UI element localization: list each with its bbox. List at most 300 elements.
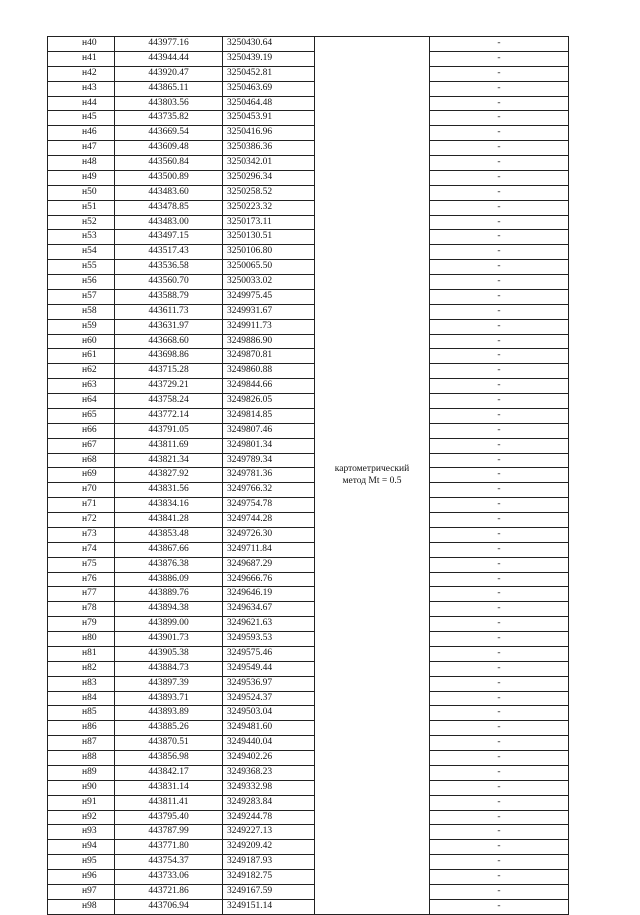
table-row <box>48 498 569 513</box>
description-cell: - <box>430 498 569 513</box>
y-coordinate-cell: 3249826.05 <box>223 394 315 409</box>
table-row <box>48 453 569 468</box>
description-cell: - <box>430 111 569 126</box>
y-coordinate-cell: 3249182.75 <box>223 870 315 885</box>
point-id-cell: н70 <box>48 483 115 498</box>
table-row <box>48 825 569 840</box>
table-row <box>48 349 569 364</box>
description-cell: - <box>430 51 569 66</box>
point-id-cell: н91 <box>48 795 115 810</box>
description-cell: - <box>430 260 569 275</box>
description-cell: - <box>430 780 569 795</box>
table-row <box>48 542 569 557</box>
point-id-cell: н88 <box>48 751 115 766</box>
y-coordinate-cell: 3250430.64 <box>223 37 315 52</box>
y-coordinate-cell: 3249844.66 <box>223 379 315 394</box>
description-cell: - <box>430 423 569 438</box>
description-cell: - <box>430 170 569 185</box>
y-coordinate-cell: 3249151.14 <box>223 899 315 914</box>
x-coordinate-cell: 443735.82 <box>115 111 223 126</box>
point-id-cell: н75 <box>48 557 115 572</box>
x-coordinate-cell: 443668.60 <box>115 334 223 349</box>
point-id-cell: н79 <box>48 617 115 632</box>
y-coordinate-cell: 3249931.67 <box>223 304 315 319</box>
x-coordinate-cell: 443870.51 <box>115 736 223 751</box>
y-coordinate-cell: 3249227.13 <box>223 825 315 840</box>
x-coordinate-cell: 443500.89 <box>115 170 223 185</box>
point-id-cell: н55 <box>48 260 115 275</box>
point-id-cell: н45 <box>48 111 115 126</box>
point-id-cell: н81 <box>48 646 115 661</box>
table-row <box>48 275 569 290</box>
description-cell: - <box>430 349 569 364</box>
x-coordinate-cell: 443811.69 <box>115 438 223 453</box>
table-row <box>48 141 569 156</box>
x-coordinate-cell: 443905.38 <box>115 646 223 661</box>
description-cell: - <box>430 795 569 810</box>
x-coordinate-cell: 443536.58 <box>115 260 223 275</box>
x-coordinate-cell: 443920.47 <box>115 66 223 81</box>
y-coordinate-cell: 3249911.73 <box>223 319 315 334</box>
point-id-cell: н64 <box>48 394 115 409</box>
description-cell: - <box>430 200 569 215</box>
x-coordinate-cell: 443894.38 <box>115 602 223 617</box>
y-coordinate-cell: 3250065.50 <box>223 260 315 275</box>
x-coordinate-cell: 443483.60 <box>115 185 223 200</box>
point-id-cell: н98 <box>48 899 115 914</box>
y-coordinate-cell: 3249402.26 <box>223 751 315 766</box>
point-id-cell: н47 <box>48 141 115 156</box>
y-coordinate-cell: 3249524.37 <box>223 691 315 706</box>
point-id-cell: н80 <box>48 632 115 647</box>
x-coordinate-cell: 443831.14 <box>115 780 223 795</box>
y-coordinate-cell: 3250223.32 <box>223 200 315 215</box>
table-row <box>48 676 569 691</box>
y-coordinate-cell: 3249666.76 <box>223 572 315 587</box>
x-coordinate-cell: 443754.37 <box>115 855 223 870</box>
x-coordinate-cell: 443669.54 <box>115 126 223 141</box>
x-coordinate-cell: 443733.06 <box>115 870 223 885</box>
point-id-cell: н86 <box>48 721 115 736</box>
description-cell: - <box>430 126 569 141</box>
point-id-cell: н77 <box>48 587 115 602</box>
x-coordinate-cell: 443729.21 <box>115 379 223 394</box>
point-id-cell: н69 <box>48 468 115 483</box>
description-cell: - <box>430 275 569 290</box>
x-coordinate-cell: 443706.94 <box>115 899 223 914</box>
x-coordinate-cell: 443483.00 <box>115 215 223 230</box>
description-cell: - <box>430 765 569 780</box>
point-id-cell: н65 <box>48 408 115 423</box>
table-row <box>48 751 569 766</box>
x-coordinate-cell: 443841.28 <box>115 513 223 528</box>
method-cell <box>315 37 430 915</box>
description-cell: - <box>430 810 569 825</box>
point-id-cell: н51 <box>48 200 115 215</box>
description-cell: - <box>430 37 569 52</box>
description-cell: - <box>430 319 569 334</box>
y-coordinate-cell: 3249789.34 <box>223 453 315 468</box>
description-cell: - <box>430 483 569 498</box>
point-id-cell: н43 <box>48 81 115 96</box>
point-id-cell: н67 <box>48 438 115 453</box>
x-coordinate-cell: 443517.43 <box>115 245 223 260</box>
x-coordinate-cell: 443865.11 <box>115 81 223 96</box>
point-id-cell: н72 <box>48 513 115 528</box>
point-id-cell: н41 <box>48 51 115 66</box>
y-coordinate-cell: 3249332.98 <box>223 780 315 795</box>
description-cell: - <box>430 245 569 260</box>
x-coordinate-cell: 443715.28 <box>115 364 223 379</box>
x-coordinate-cell: 443901.73 <box>115 632 223 647</box>
coordinates-table <box>47 36 569 915</box>
table-row <box>48 795 569 810</box>
table-row <box>48 185 569 200</box>
table-row <box>48 661 569 676</box>
y-coordinate-cell: 3249886.90 <box>223 334 315 349</box>
description-cell: - <box>430 557 569 572</box>
point-id-cell: н94 <box>48 840 115 855</box>
x-coordinate-cell: 443853.48 <box>115 527 223 542</box>
x-coordinate-cell: 443884.73 <box>115 661 223 676</box>
point-id-cell: н52 <box>48 215 115 230</box>
y-coordinate-cell: 3250386.36 <box>223 141 315 156</box>
y-coordinate-cell: 3250416.96 <box>223 126 315 141</box>
x-coordinate-cell: 443609.48 <box>115 141 223 156</box>
y-coordinate-cell: 3249754.78 <box>223 498 315 513</box>
table-row <box>48 765 569 780</box>
x-coordinate-cell: 443899.00 <box>115 617 223 632</box>
x-coordinate-cell: 443721.86 <box>115 884 223 899</box>
point-id-cell: н57 <box>48 289 115 304</box>
y-coordinate-cell: 3249187.93 <box>223 855 315 870</box>
y-coordinate-cell: 3250463.69 <box>223 81 315 96</box>
point-id-cell: н76 <box>48 572 115 587</box>
point-id-cell: н97 <box>48 884 115 899</box>
x-coordinate-cell: 443698.86 <box>115 349 223 364</box>
point-id-cell: н50 <box>48 185 115 200</box>
table-row <box>48 245 569 260</box>
description-cell: - <box>430 66 569 81</box>
description-cell: - <box>430 825 569 840</box>
description-cell: - <box>430 706 569 721</box>
description-cell: - <box>430 215 569 230</box>
table-row <box>48 215 569 230</box>
y-coordinate-cell: 3249781.36 <box>223 468 315 483</box>
description-cell: - <box>430 632 569 647</box>
coordinates-table-page <box>47 36 568 915</box>
table-row <box>48 810 569 825</box>
point-id-cell: н84 <box>48 691 115 706</box>
x-coordinate-cell: 443821.34 <box>115 453 223 468</box>
description-cell: - <box>430 527 569 542</box>
point-id-cell: н59 <box>48 319 115 334</box>
description-cell: - <box>430 721 569 736</box>
y-coordinate-cell: 3249814.85 <box>223 408 315 423</box>
description-cell: - <box>430 289 569 304</box>
table-row <box>48 289 569 304</box>
table-row <box>48 96 569 111</box>
table-row <box>48 379 569 394</box>
point-id-cell: н85 <box>48 706 115 721</box>
table-row <box>48 602 569 617</box>
x-coordinate-cell: 443771.80 <box>115 840 223 855</box>
point-id-cell: н56 <box>48 275 115 290</box>
x-coordinate-cell: 443588.79 <box>115 289 223 304</box>
point-id-cell: н53 <box>48 230 115 245</box>
point-id-cell: н78 <box>48 602 115 617</box>
table-row <box>48 408 569 423</box>
table-row <box>48 572 569 587</box>
table-row <box>48 840 569 855</box>
y-coordinate-cell: 3250033.02 <box>223 275 315 290</box>
description-cell: - <box>430 840 569 855</box>
description-cell: - <box>430 884 569 899</box>
x-coordinate-cell: 443834.16 <box>115 498 223 513</box>
x-coordinate-cell: 443856.98 <box>115 751 223 766</box>
point-id-cell: н54 <box>48 245 115 260</box>
y-coordinate-cell: 3249209.42 <box>223 840 315 855</box>
x-coordinate-cell: 443944.44 <box>115 51 223 66</box>
point-id-cell: н62 <box>48 364 115 379</box>
x-coordinate-cell: 443803.56 <box>115 96 223 111</box>
x-coordinate-cell: 443827.92 <box>115 468 223 483</box>
y-coordinate-cell: 3249687.29 <box>223 557 315 572</box>
y-coordinate-cell: 3249744.28 <box>223 513 315 528</box>
table-row <box>48 200 569 215</box>
y-coordinate-cell: 3250452.81 <box>223 66 315 81</box>
table-row <box>48 334 569 349</box>
point-id-cell: н66 <box>48 423 115 438</box>
table-row <box>48 319 569 334</box>
point-id-cell: н42 <box>48 66 115 81</box>
y-coordinate-cell: 3249726.30 <box>223 527 315 542</box>
x-coordinate-cell: 443497.15 <box>115 230 223 245</box>
point-id-cell: н58 <box>48 304 115 319</box>
y-coordinate-cell: 3249870.81 <box>223 349 315 364</box>
description-cell: - <box>430 617 569 632</box>
point-id-cell: н73 <box>48 527 115 542</box>
x-coordinate-cell: 443893.89 <box>115 706 223 721</box>
point-id-cell: н83 <box>48 676 115 691</box>
description-cell: - <box>430 408 569 423</box>
description-cell: - <box>430 587 569 602</box>
description-cell: - <box>430 364 569 379</box>
y-coordinate-cell: 3249975.45 <box>223 289 315 304</box>
table-row <box>48 513 569 528</box>
y-coordinate-cell: 3250464.48 <box>223 96 315 111</box>
point-id-cell: н96 <box>48 870 115 885</box>
table-row <box>48 111 569 126</box>
description-cell: - <box>430 156 569 171</box>
y-coordinate-cell: 3249244.78 <box>223 810 315 825</box>
table-row <box>48 37 569 52</box>
y-coordinate-cell: 3249711.84 <box>223 542 315 557</box>
coordinates-table-body <box>48 37 569 915</box>
method-accuracy: метод Mt = 0.5 <box>342 476 402 487</box>
description-cell: - <box>430 899 569 914</box>
table-row <box>48 230 569 245</box>
description-cell: - <box>430 602 569 617</box>
table-row <box>48 646 569 661</box>
point-id-cell: н48 <box>48 156 115 171</box>
x-coordinate-cell: 443478.85 <box>115 200 223 215</box>
table-row <box>48 736 569 751</box>
x-coordinate-cell: 443897.39 <box>115 676 223 691</box>
description-cell: - <box>430 453 569 468</box>
description-cell: - <box>430 542 569 557</box>
y-coordinate-cell: 3249646.19 <box>223 587 315 602</box>
y-coordinate-cell: 3249634.67 <box>223 602 315 617</box>
x-coordinate-cell: 443886.09 <box>115 572 223 587</box>
y-coordinate-cell: 3249536.97 <box>223 676 315 691</box>
x-coordinate-cell: 443876.38 <box>115 557 223 572</box>
x-coordinate-cell: 443867.66 <box>115 542 223 557</box>
table-row <box>48 780 569 795</box>
point-id-cell: н87 <box>48 736 115 751</box>
point-id-cell: н46 <box>48 126 115 141</box>
table-row <box>48 855 569 870</box>
description-cell: - <box>430 379 569 394</box>
description-cell: - <box>430 513 569 528</box>
point-id-cell: н90 <box>48 780 115 795</box>
table-row <box>48 870 569 885</box>
y-coordinate-cell: 3250173.11 <box>223 215 315 230</box>
description-cell: - <box>430 751 569 766</box>
y-coordinate-cell: 3250342.01 <box>223 156 315 171</box>
table-row <box>48 170 569 185</box>
y-coordinate-cell: 3249860.88 <box>223 364 315 379</box>
y-coordinate-cell: 3249167.59 <box>223 884 315 899</box>
method-name: картометрический <box>334 464 410 475</box>
description-cell: - <box>430 661 569 676</box>
point-id-cell: н92 <box>48 810 115 825</box>
y-coordinate-cell: 3249440.04 <box>223 736 315 751</box>
description-cell: - <box>430 96 569 111</box>
y-coordinate-cell: 3249801.34 <box>223 438 315 453</box>
table-row <box>48 364 569 379</box>
y-coordinate-cell: 3249503.04 <box>223 706 315 721</box>
table-row <box>48 483 569 498</box>
point-id-cell: н95 <box>48 855 115 870</box>
point-id-cell: н74 <box>48 542 115 557</box>
table-row <box>48 468 569 483</box>
table-row <box>48 156 569 171</box>
y-coordinate-cell: 3249549.44 <box>223 661 315 676</box>
table-row <box>48 884 569 899</box>
y-coordinate-cell: 3250106.80 <box>223 245 315 260</box>
point-id-cell: н61 <box>48 349 115 364</box>
x-coordinate-cell: 443791.05 <box>115 423 223 438</box>
x-coordinate-cell: 443977.16 <box>115 37 223 52</box>
point-id-cell: н93 <box>48 825 115 840</box>
x-coordinate-cell: 443560.70 <box>115 275 223 290</box>
table-row <box>48 438 569 453</box>
point-id-cell: н44 <box>48 96 115 111</box>
y-coordinate-cell: 3249621.63 <box>223 617 315 632</box>
table-row <box>48 587 569 602</box>
x-coordinate-cell: 443787.99 <box>115 825 223 840</box>
x-coordinate-cell: 443885.26 <box>115 721 223 736</box>
table-row <box>48 394 569 409</box>
point-id-cell: н82 <box>48 661 115 676</box>
table-row <box>48 527 569 542</box>
x-coordinate-cell: 443611.73 <box>115 304 223 319</box>
y-coordinate-cell: 3249575.46 <box>223 646 315 661</box>
description-cell: - <box>430 394 569 409</box>
description-cell: - <box>430 81 569 96</box>
table-row <box>48 304 569 319</box>
y-coordinate-cell: 3250258.52 <box>223 185 315 200</box>
x-coordinate-cell: 443811.41 <box>115 795 223 810</box>
point-id-cell: н60 <box>48 334 115 349</box>
description-cell: - <box>430 855 569 870</box>
x-coordinate-cell: 443795.40 <box>115 810 223 825</box>
point-id-cell: н68 <box>48 453 115 468</box>
point-id-cell: н63 <box>48 379 115 394</box>
y-coordinate-cell: 3250296.34 <box>223 170 315 185</box>
point-id-cell: н89 <box>48 765 115 780</box>
description-cell: - <box>430 304 569 319</box>
x-coordinate-cell: 443560.84 <box>115 156 223 171</box>
point-id-cell: н40 <box>48 37 115 52</box>
y-coordinate-cell: 3249368.23 <box>223 765 315 780</box>
description-cell: - <box>430 468 569 483</box>
description-cell: - <box>430 691 569 706</box>
table-row <box>48 617 569 632</box>
description-cell: - <box>430 141 569 156</box>
table-row <box>48 706 569 721</box>
table-row <box>48 66 569 81</box>
y-coordinate-cell: 3249481.60 <box>223 721 315 736</box>
description-cell: - <box>430 334 569 349</box>
y-coordinate-cell: 3250130.51 <box>223 230 315 245</box>
point-id-cell: н49 <box>48 170 115 185</box>
description-cell: - <box>430 438 569 453</box>
y-coordinate-cell: 3250453.91 <box>223 111 315 126</box>
table-row <box>48 260 569 275</box>
table-row <box>48 557 569 572</box>
description-cell: - <box>430 185 569 200</box>
table-row <box>48 81 569 96</box>
x-coordinate-cell: 443831.56 <box>115 483 223 498</box>
x-coordinate-cell: 443772.14 <box>115 408 223 423</box>
x-coordinate-cell: 443758.24 <box>115 394 223 409</box>
y-coordinate-cell: 3250439.19 <box>223 51 315 66</box>
y-coordinate-cell: 3249283.84 <box>223 795 315 810</box>
description-cell: - <box>430 572 569 587</box>
description-cell: - <box>430 646 569 661</box>
table-row <box>48 721 569 736</box>
description-cell: - <box>430 230 569 245</box>
x-coordinate-cell: 443889.76 <box>115 587 223 602</box>
x-coordinate-cell: 443893.71 <box>115 691 223 706</box>
table-row <box>48 899 569 914</box>
table-row <box>48 51 569 66</box>
table-row <box>48 632 569 647</box>
description-cell: - <box>430 870 569 885</box>
table-row <box>48 126 569 141</box>
y-coordinate-cell: 3249807.46 <box>223 423 315 438</box>
y-coordinate-cell: 3249766.32 <box>223 483 315 498</box>
y-coordinate-cell: 3249593.53 <box>223 632 315 647</box>
description-cell: - <box>430 676 569 691</box>
x-coordinate-cell: 443631.97 <box>115 319 223 334</box>
table-row <box>48 423 569 438</box>
x-coordinate-cell: 443842.17 <box>115 765 223 780</box>
point-id-cell: н71 <box>48 498 115 513</box>
description-cell: - <box>430 736 569 751</box>
